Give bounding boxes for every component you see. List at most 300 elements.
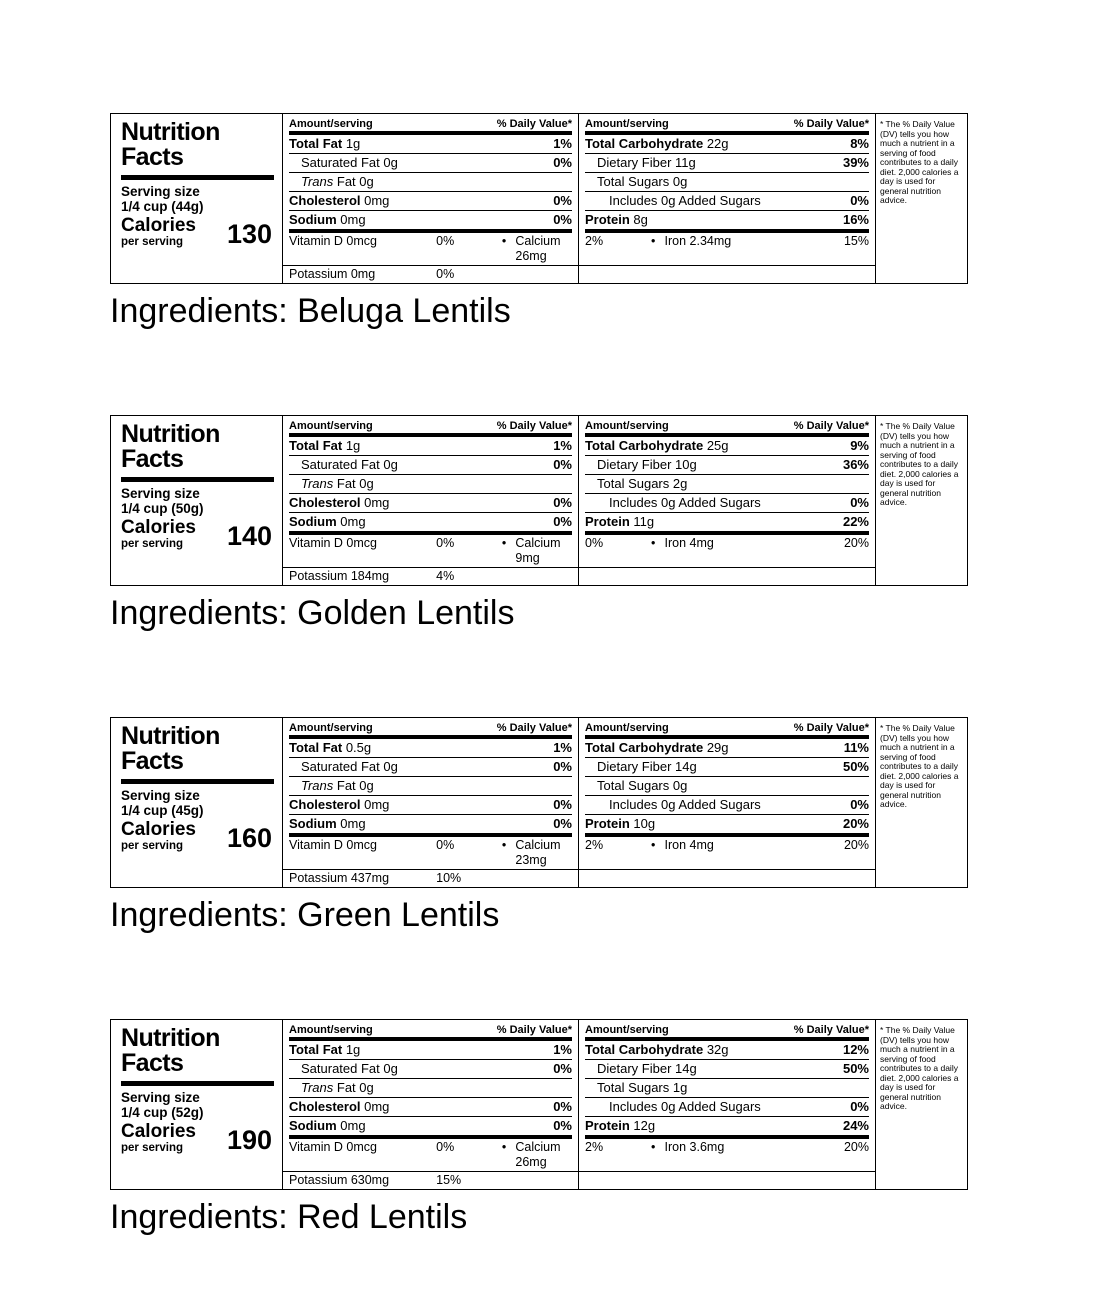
nutrient-dv: 50% [842,1061,869,1076]
nutrient-amount: 1g [342,438,361,453]
micronutrient-name [665,1173,807,1188]
nutrient-name: Saturated Fat 0g [301,759,398,774]
calories-per-serving-label: per serving [121,538,183,550]
footnote-text: The % Daily Value (DV) tells you how much a nutrient in a serving of food contributes to a daily diet. 2,000 calories a day is used for general nutrition advice. [880,1025,959,1111]
separator-dot [493,569,516,584]
footnote-text: The % Daily Value (DV) tells you how much a nutrient in a serving of food contributes to a daily diet. 2,000 calories a day is used for general nutrition advice. [880,119,959,205]
micronutrient-dv [585,871,642,886]
nutrient-amount: 29g [703,740,729,755]
nutrient-column-right [579,718,875,837]
footnote-asterisk: * [880,119,886,129]
daily-value-footnote [875,1020,967,1189]
micronutrient-dv: 4% [436,569,455,583]
nutrient-name: Sodium [289,816,337,831]
nutrient-column-right [579,1020,875,1139]
nutrient-name: Total Carbohydrate [585,740,704,755]
micronutrient-name: Vitamin D 0mcg [289,536,377,550]
daily-value-header: % Daily Value* [496,420,572,432]
nutrient-dv: 0% [553,193,572,208]
nutrient-dv: 0% [850,797,869,812]
amount-per-serving-header: Amount/serving [289,118,373,130]
nutrient-dv: 50% [842,759,869,774]
separator-dot [493,1173,516,1188]
nutrient-name: Saturated Fat 0g [301,1061,398,1076]
nutrient-amount: 22g [703,136,729,151]
micronutrient-dv: 15% [843,234,869,248]
column-header-right [585,718,869,739]
nutrient-dv: 0% [553,495,572,510]
serving-size-value: 1/4 cup (44g) [121,199,204,214]
footnote-asterisk: * [880,421,886,431]
daily-value-footnote [875,114,967,283]
column-header-left [289,416,572,437]
calories-value: 190 [226,1125,272,1155]
nutrient-row [289,513,572,535]
nutrient-amount: 0mg [360,1099,390,1114]
serving-size-value: 1/4 cup (50g) [121,501,204,516]
nutrient-dv: 0% [553,457,572,472]
panel-left-column [111,114,283,283]
micronutrient-dv [807,1173,869,1188]
nutrient-amount: 0mg [360,193,390,208]
separator-dot: • [501,1140,507,1154]
micronutrient-name [515,569,572,584]
micronutrient-name [515,1173,572,1188]
micronutrient-name [665,871,807,886]
nutrient-column-left [283,718,579,837]
nutrient-name: Dietary Fiber 10g [597,457,697,472]
panel-left-column [111,1020,283,1189]
column-header-left [289,718,572,739]
micronutrient-dv: 0% [436,536,455,550]
nutrient-row: Trans Fat 0g [289,475,572,494]
micronutrient-dv: 20% [843,536,869,550]
nutrition-block-4 [110,1019,980,1238]
micronutrient-name: Calcium 23mg [515,838,561,867]
nutrient-dv: 0% [553,759,572,774]
nutrient-row [585,1041,869,1060]
serving-size-label: Serving size [121,184,200,199]
nutrient-row [585,135,869,154]
micronutrient-dv [585,267,642,282]
nutrient-row [585,192,869,211]
micronutrient-row [283,233,875,266]
nutrient-name: Total Carbohydrate [585,136,704,151]
daily-value-header: % Daily Value* [496,1024,572,1036]
nutrient-dv: 0% [850,495,869,510]
ingredients-text: Ingredients: Golden Lentils [110,594,515,632]
nutrient-name: Total Sugars 0g [597,174,688,189]
calories-label: Calories [121,1121,196,1142]
ingredients-text: Ingredients: Red Lentils [110,1198,468,1236]
daily-value-header: % Daily Value* [793,118,869,130]
micronutrient-table [283,837,875,887]
amount-per-serving-header: Amount/serving [585,1024,669,1036]
nutrient-name: Includes 0g Added Sugars [609,495,761,510]
nutrient-name: Cholesterol [289,193,361,208]
nutrient-dv: 8% [850,136,869,151]
separator-dot [642,569,665,584]
calories-row [121,1122,274,1154]
nutrient-dv: 16% [842,212,869,227]
nutrient-row [289,135,572,154]
nutrient-row [585,796,869,815]
panel-title-line1: Nutrition [121,722,220,750]
column-header-right [585,416,869,437]
micronutrient-dv: 0% [436,1140,455,1154]
nutrient-name-italic: Trans [301,1080,334,1095]
separator-dot [642,871,665,886]
nutrient-name: Total Carbohydrate [585,1042,704,1057]
column-header-right [585,114,869,135]
nutrient-column-left [283,114,579,233]
nutrition-block-3 [110,717,980,936]
nutrient-row [289,494,572,513]
panel-nutrient-area [283,114,875,283]
separator-dot: • [501,838,507,852]
micronutrient-dv [585,569,642,584]
panel-title-line1: Nutrition [121,1024,220,1052]
nutrient-name: Sodium [289,1118,337,1133]
nutrient-name: Includes 0g Added Sugars [609,797,761,812]
nutrient-name: Protein [585,514,630,529]
nutrient-name-italic: Trans [301,476,334,491]
nutrient-row [289,211,572,233]
separator-dot: • [501,234,507,248]
title-rule [121,779,274,784]
amount-per-serving-header: Amount/serving [585,420,669,432]
nutrient-dv: 0% [553,797,572,812]
micronutrient-name: Vitamin D 0mcg [289,838,377,852]
amount-per-serving-header: Amount/serving [289,1024,373,1036]
nutrition-facts-panel [110,1019,968,1190]
micronutrient-name: Calcium 26mg [515,234,561,263]
nutrient-row [585,154,869,173]
micronutrient-dv: 2% [585,838,604,852]
separator-dot: • [650,1140,656,1154]
nutrient-dv: 22% [842,514,869,529]
nutrient-name-italic: Trans [301,778,334,793]
micronutrient-row [283,266,875,283]
micronutrient-name: Iron 3.6mg [664,1140,725,1154]
nutrient-amount: 0mg [360,495,390,510]
micronutrient-row [283,870,875,887]
nutrient-row [585,1098,869,1117]
separator-dot [642,267,665,282]
ingredients-text: Ingredients: Green Lentils [110,896,500,934]
calories-per-serving-label: per serving [121,840,183,852]
separator-dot: • [501,536,507,550]
panel-left-column [111,718,283,887]
nutrient-name: Total Sugars 1g [597,1080,688,1095]
serving-size-value: 1/4 cup (45g) [121,803,204,818]
nutrient-dv: 1% [553,1042,572,1057]
calories-value: 130 [226,219,272,249]
nutrient-row [289,1117,572,1139]
nutrient-row [289,758,572,777]
panel-nutrient-area [283,718,875,887]
nutrient-amount: 12g [629,1118,656,1133]
micronutrient-dv: 0% [436,267,455,281]
nutrient-name: Total Fat [289,1042,343,1057]
nutrient-dv: 0% [553,1118,572,1133]
separator-dot: • [650,234,656,248]
nutrient-amount: 32g [703,1042,729,1057]
nutrient-dv: 1% [553,438,572,453]
nutrient-name: Protein [585,212,630,227]
nutrient-row [585,815,869,837]
micronutrient-row [283,1172,875,1189]
nutrient-row [289,192,572,211]
panel-title [121,724,274,776]
nutrient-row [289,1060,572,1079]
serving-size-value: 1/4 cup (52g) [121,1105,204,1120]
nutrient-name: Includes 0g Added Sugars [609,193,761,208]
separator-dot [493,267,516,282]
panel-title-line2: Facts [121,1049,184,1077]
serving-size-label: Serving size [121,486,200,501]
ingredients-text: Ingredients: Beluga Lentils [110,292,511,330]
calories-value: 160 [226,823,272,853]
nutrition-facts-panel [110,415,968,586]
micronutrient-dv [807,569,869,584]
title-rule [121,477,274,482]
nutrient-row [585,475,869,494]
nutrient-dv: 9% [850,438,869,453]
micronutrient-dv: 20% [843,838,869,852]
panel-title-line2: Facts [121,445,184,473]
amount-per-serving-header: Amount/serving [585,722,669,734]
micronutrient-row [283,837,875,870]
serving-size-label: Serving size [121,1090,200,1105]
calories-label: Calories [121,819,196,840]
micronutrient-dv: 15% [436,1173,462,1187]
nutrient-name: Dietary Fiber 11g [597,155,696,170]
nutrient-dv: 39% [842,155,869,170]
separator-dot: • [650,838,656,852]
micronutrient-name: Vitamin D 0mcg [289,1140,377,1154]
nutrient-amount: 0mg [360,797,390,812]
nutrient-row [585,1079,869,1098]
calories-value: 140 [226,521,272,551]
footnote-text: The % Daily Value (DV) tells you how much a nutrient in a serving of food contributes to a daily diet. 2,000 calories a day is used for general nutrition advice. [880,421,959,507]
calories-label: Calories [121,517,196,538]
footnote-asterisk: * [880,723,886,733]
nutrient-row: Trans Fat 0g [289,173,572,192]
panel-title-line2: Facts [121,143,184,171]
micronutrient-name: Calcium 26mg [515,1140,561,1169]
nutrient-row [585,173,869,192]
nutrient-row [289,739,572,758]
daily-value-header: % Daily Value* [793,420,869,432]
daily-value-header: % Daily Value* [496,722,572,734]
nutrient-row: Trans Fat 0g [289,777,572,796]
nutrient-dv: 24% [842,1118,869,1133]
nutrient-column-left [283,1020,579,1139]
nutrient-row [289,154,572,173]
nutrient-column-right [579,416,875,535]
nutrient-name: Sodium [289,212,337,227]
nutrient-amount: 11g [629,514,655,529]
nutrient-name: Saturated Fat 0g [301,155,398,170]
amount-per-serving-header: Amount/serving [289,420,373,432]
nutrient-name-italic: Trans [301,174,334,189]
panel-title [121,1026,274,1078]
panel-title [121,422,274,474]
nutrient-dv: 0% [553,212,572,227]
micronutrient-dv: 0% [436,838,455,852]
micronutrient-name: Potassium 184mg [289,569,390,583]
nutrient-dv: 11% [843,740,869,755]
nutrient-amount: 0mg [336,212,366,227]
daily-value-header: % Daily Value* [496,118,572,130]
micronutrient-row [283,1139,875,1172]
nutrient-name: Includes 0g Added Sugars [609,1099,761,1114]
nutrient-dv: 0% [553,1099,572,1114]
panel-title-line1: Nutrition [121,118,220,146]
micronutrient-table [283,535,875,585]
column-header-left [289,1020,572,1041]
micronutrient-row [283,535,875,568]
nutrition-block-2 [110,415,980,634]
calories-per-serving-label: per serving [121,236,183,248]
footnote-asterisk: * [880,1025,886,1035]
micronutrient-dv: 20% [843,1140,869,1154]
title-rule [121,175,274,180]
panel-title-line1: Nutrition [121,420,220,448]
nutrient-name: Dietary Fiber 14g [597,1061,697,1076]
calories-row [121,518,274,550]
micronutrient-dv [807,267,869,282]
nutrient-row [585,758,869,777]
nutrient-name: Cholesterol [289,797,361,812]
nutrient-name: Total Carbohydrate [585,438,704,453]
nutrient-row [585,777,869,796]
micronutrient-name [515,267,572,282]
nutrient-row [585,211,869,233]
panel-title-line2: Facts [121,747,184,775]
nutrition-block-1 [110,113,980,332]
nutrient-dv: 36% [842,457,869,472]
column-header-right [585,1020,869,1041]
micronutrient-name: Iron 4mg [664,536,714,550]
calories-row [121,820,274,852]
nutrient-row [289,815,572,837]
panel-nutrient-area [283,416,875,585]
micronutrient-row [283,568,875,585]
daily-value-header: % Daily Value* [793,722,869,734]
separator-dot [642,1173,665,1188]
nutrient-dv: 0% [850,1099,869,1114]
nutrient-row [585,513,869,535]
nutrient-dv: 20% [842,816,869,831]
micronutrient-dv: 2% [585,1140,604,1154]
nutrition-facts-panel [110,717,968,888]
nutrient-column-right [579,114,875,233]
micronutrient-dv: 2% [585,234,604,248]
column-header-left [289,114,572,135]
nutrient-row [585,494,869,513]
nutrient-name: Sodium [289,514,337,529]
nutrient-dv: 0% [553,155,572,170]
nutrient-row [585,739,869,758]
nutrient-row [585,437,869,456]
nutrient-amount: 8g [629,212,648,227]
daily-value-footnote [875,416,967,585]
nutrient-row [289,1098,572,1117]
nutrient-name: Total Sugars 0g [597,778,688,793]
nutrient-amount: 0mg [336,816,366,831]
nutrient-row [289,1041,572,1060]
nutrient-name: Total Fat [289,740,343,755]
nutrient-name: Saturated Fat 0g [301,457,398,472]
nutrient-name: Cholesterol [289,495,361,510]
nutrient-dv: 1% [553,136,572,151]
nutrient-name: Cholesterol [289,1099,361,1114]
micronutrient-name [665,569,807,584]
micronutrient-name: Potassium 437mg [289,871,390,885]
nutrient-row [585,456,869,475]
separator-dot: • [650,536,656,550]
nutrient-row [289,796,572,815]
nutrient-name: Total Sugars 2g [597,476,688,491]
micronutrient-table [283,1139,875,1189]
panel-nutrient-area [283,1020,875,1189]
micronutrient-table [283,233,875,283]
daily-value-footnote [875,718,967,887]
nutrient-row [289,456,572,475]
nutrient-dv: 0% [850,193,869,208]
nutrient-name: Dietary Fiber 14g [597,759,697,774]
nutrient-column-left [283,416,579,535]
nutrient-row: Trans Fat 0g [289,1079,572,1098]
amount-per-serving-header: Amount/serving [289,722,373,734]
nutrient-name: Total Fat [289,438,343,453]
nutrition-facts-panel [110,113,968,284]
micronutrient-dv [585,1173,642,1188]
nutrient-dv: 12% [842,1042,869,1057]
separator-dot [493,871,516,886]
nutrient-row [289,437,572,456]
nutrient-dv: 0% [553,514,572,529]
serving-size-label: Serving size [121,788,200,803]
panel-left-column [111,416,283,585]
micronutrient-name: Potassium 630mg [289,1173,390,1187]
nutrient-row [585,1060,869,1079]
micronutrient-name: Calcium 9mg [515,536,561,565]
footnote-text: The % Daily Value (DV) tells you how much a nutrient in a serving of food contributes to a daily diet. 2,000 calories a day is used for general nutrition advice. [880,723,959,809]
nutrient-amount: 10g [629,816,656,831]
panel-title [121,120,274,172]
micronutrient-name [665,267,807,282]
nutrient-dv: 0% [553,816,572,831]
nutrient-amount: 1g [342,1042,361,1057]
micronutrient-name: Vitamin D 0mcg [289,234,377,248]
calories-row [121,216,274,248]
micronutrient-dv: 0% [436,234,455,248]
nutrient-row [585,1117,869,1139]
micronutrient-name [515,871,572,886]
calories-label: Calories [121,215,196,236]
calories-per-serving-label: per serving [121,1142,183,1154]
micronutrient-name: Iron 2.34mg [664,234,732,248]
amount-per-serving-header: Amount/serving [585,118,669,130]
nutrient-amount: 1g [342,136,361,151]
nutrient-dv: 0% [553,1061,572,1076]
micronutrient-dv [807,871,869,886]
nutrient-dv: 1% [553,740,572,755]
nutrient-amount: 0mg [336,514,366,529]
